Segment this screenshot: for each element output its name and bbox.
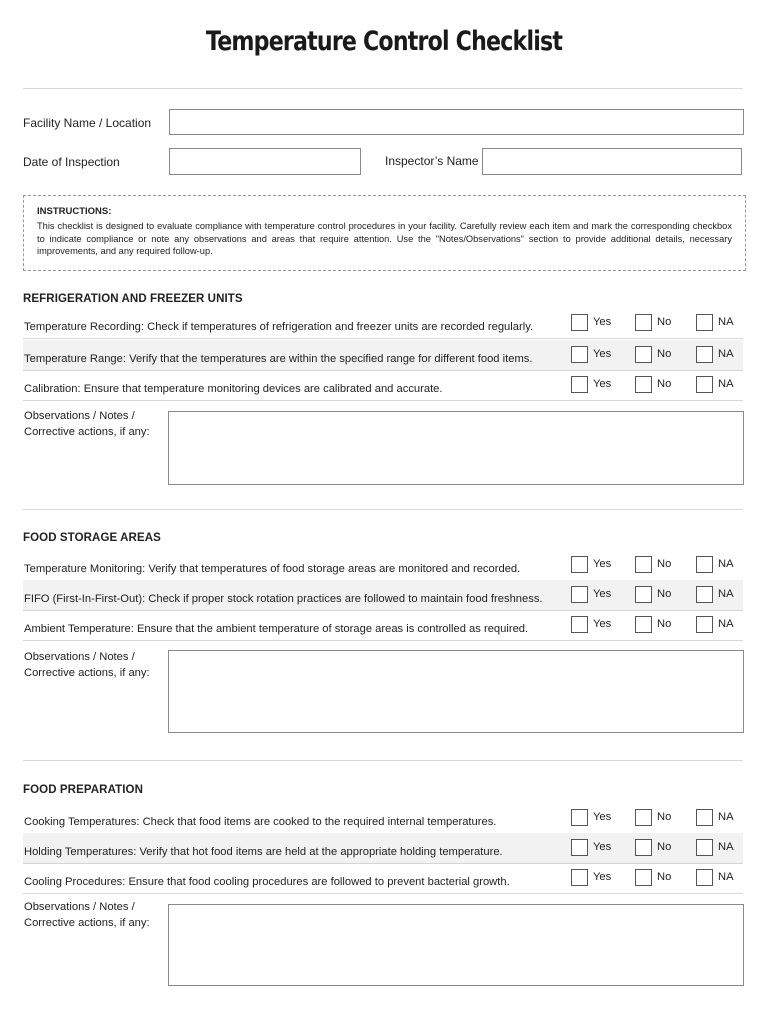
no-label: No <box>657 841 672 853</box>
no-checkbox[interactable] <box>635 556 652 573</box>
no-label: No <box>657 811 672 823</box>
row-divider <box>23 400 743 401</box>
yes-checkbox[interactable] <box>571 616 588 633</box>
inspector-label: Inspector’s Name <box>385 154 479 168</box>
section-title: REFRIGERATION AND FREEZER UNITS <box>23 293 243 305</box>
observations-label-line1: Observations / Notes / <box>24 651 135 663</box>
yes-label: Yes <box>593 841 612 853</box>
na-checkbox[interactable] <box>696 809 713 826</box>
yes-checkbox[interactable] <box>571 809 588 826</box>
checklist-item-text: Temperature Range: Verify that the temperatures are within the specified range for different food items. <box>24 353 533 365</box>
checklist-item-text: Ambient Temperature: Ensure that the ambient temperature of storage areas is controlled as required. <box>24 623 529 635</box>
row-divider <box>23 893 743 894</box>
date-label: Date of Inspection <box>23 155 120 169</box>
yes-label: Yes <box>593 378 612 390</box>
no-label: No <box>657 618 672 630</box>
yes-label: Yes <box>593 316 612 328</box>
checklist-item-text: Cooling Procedures: Ensure that food cooling procedures are followed to prevent bacterial growth. <box>24 876 510 888</box>
title-divider <box>23 88 743 89</box>
observations-label-line2: Corrective actions, if any: <box>24 426 150 438</box>
no-checkbox[interactable] <box>635 839 652 856</box>
observations-label-line2: Corrective actions, if any: <box>24 667 150 679</box>
yes-label: Yes <box>593 811 612 823</box>
na-checkbox[interactable] <box>696 376 713 393</box>
section-divider <box>23 760 743 761</box>
no-checkbox[interactable] <box>635 376 652 393</box>
no-checkbox[interactable] <box>635 616 652 633</box>
observations-field[interactable] <box>168 650 744 733</box>
observations-field[interactable] <box>168 411 744 485</box>
checklist-item-text: Temperature Recording: Check if temperatures of refrigeration and freezer units are recorded regularly. <box>24 321 534 333</box>
facility-field[interactable] <box>169 109 744 135</box>
yes-label: Yes <box>593 618 612 630</box>
checklist-item-text: Cooking Temperatures: Check that food items are cooked to the required internal temperatures. <box>24 816 497 828</box>
observations-label-line1: Observations / Notes / <box>24 410 135 422</box>
na-checkbox[interactable] <box>696 616 713 633</box>
na-label: NA <box>718 316 734 328</box>
no-label: No <box>657 558 672 570</box>
no-label: No <box>657 348 672 360</box>
section-title: FOOD PREPARATION <box>23 784 144 796</box>
checklist-item-text: Calibration: Ensure that temperature monitoring devices are calibrated and accurate. <box>24 383 443 395</box>
no-label: No <box>657 316 672 328</box>
checklist-item-text: Holding Temperatures: Verify that hot food items are held at the appropriate holding temperature. <box>24 846 503 858</box>
observations-field[interactable] <box>168 904 744 986</box>
na-label: NA <box>718 871 734 883</box>
na-checkbox[interactable] <box>696 556 713 573</box>
yes-checkbox[interactable] <box>571 839 588 856</box>
observations-label-line1: Observations / Notes / <box>24 901 135 913</box>
yes-label: Yes <box>593 558 612 570</box>
na-checkbox[interactable] <box>696 839 713 856</box>
na-checkbox[interactable] <box>696 869 713 886</box>
na-label: NA <box>718 618 734 630</box>
checklist-item-text: FIFO (First-In-First-Out): Check if proper stock rotation practices are followed to maintain food freshness. <box>24 593 543 605</box>
page-title: Temperature Control Checklist <box>205 26 563 57</box>
inspector-field[interactable] <box>482 148 742 175</box>
yes-label: Yes <box>593 348 612 360</box>
yes-checkbox[interactable] <box>571 586 588 603</box>
no-label: No <box>657 871 672 883</box>
no-checkbox[interactable] <box>635 346 652 363</box>
checklist-item-text: Temperature Monitoring: Verify that temperatures of food storage areas are monitored and recorded. <box>24 563 521 575</box>
facility-label: Facility Name / Location <box>23 116 152 130</box>
na-checkbox[interactable] <box>696 346 713 363</box>
yes-label: Yes <box>593 871 612 883</box>
no-label: No <box>657 378 672 390</box>
na-label: NA <box>718 348 734 360</box>
na-checkbox[interactable] <box>696 314 713 331</box>
na-label: NA <box>718 811 734 823</box>
no-checkbox[interactable] <box>635 869 652 886</box>
yes-checkbox[interactable] <box>571 556 588 573</box>
yes-label: Yes <box>593 588 612 600</box>
na-checkbox[interactable] <box>696 586 713 603</box>
observations-label-line2: Corrective actions, if any: <box>24 917 150 929</box>
na-label: NA <box>718 378 734 390</box>
date-field[interactable] <box>169 148 361 175</box>
instructions-box <box>23 195 746 271</box>
row-divider <box>23 640 743 641</box>
na-label: NA <box>718 588 734 600</box>
no-label: No <box>657 588 672 600</box>
yes-checkbox[interactable] <box>571 869 588 886</box>
section-title: FOOD STORAGE AREAS <box>23 532 161 544</box>
no-checkbox[interactable] <box>635 809 652 826</box>
section-divider <box>23 509 743 510</box>
instructions-text: This checklist is designed to evaluate compliance with temperature control procedures in your facility. Carefully review each item and mark the corresponding checkbox to indicate compliance or note any observations and areas that require attention. Use the "Notes/Observations" section to provide additional details, necessary improvements, and any required follow-up. <box>37 221 732 256</box>
no-checkbox[interactable] <box>635 314 652 331</box>
yes-checkbox[interactable] <box>571 346 588 363</box>
na-label: NA <box>718 841 734 853</box>
na-label: NA <box>718 558 734 570</box>
yes-checkbox[interactable] <box>571 314 588 331</box>
instructions-title: INSTRUCTIONS: <box>37 206 112 217</box>
yes-checkbox[interactable] <box>571 376 588 393</box>
row-divider <box>23 338 743 339</box>
no-checkbox[interactable] <box>635 586 652 603</box>
